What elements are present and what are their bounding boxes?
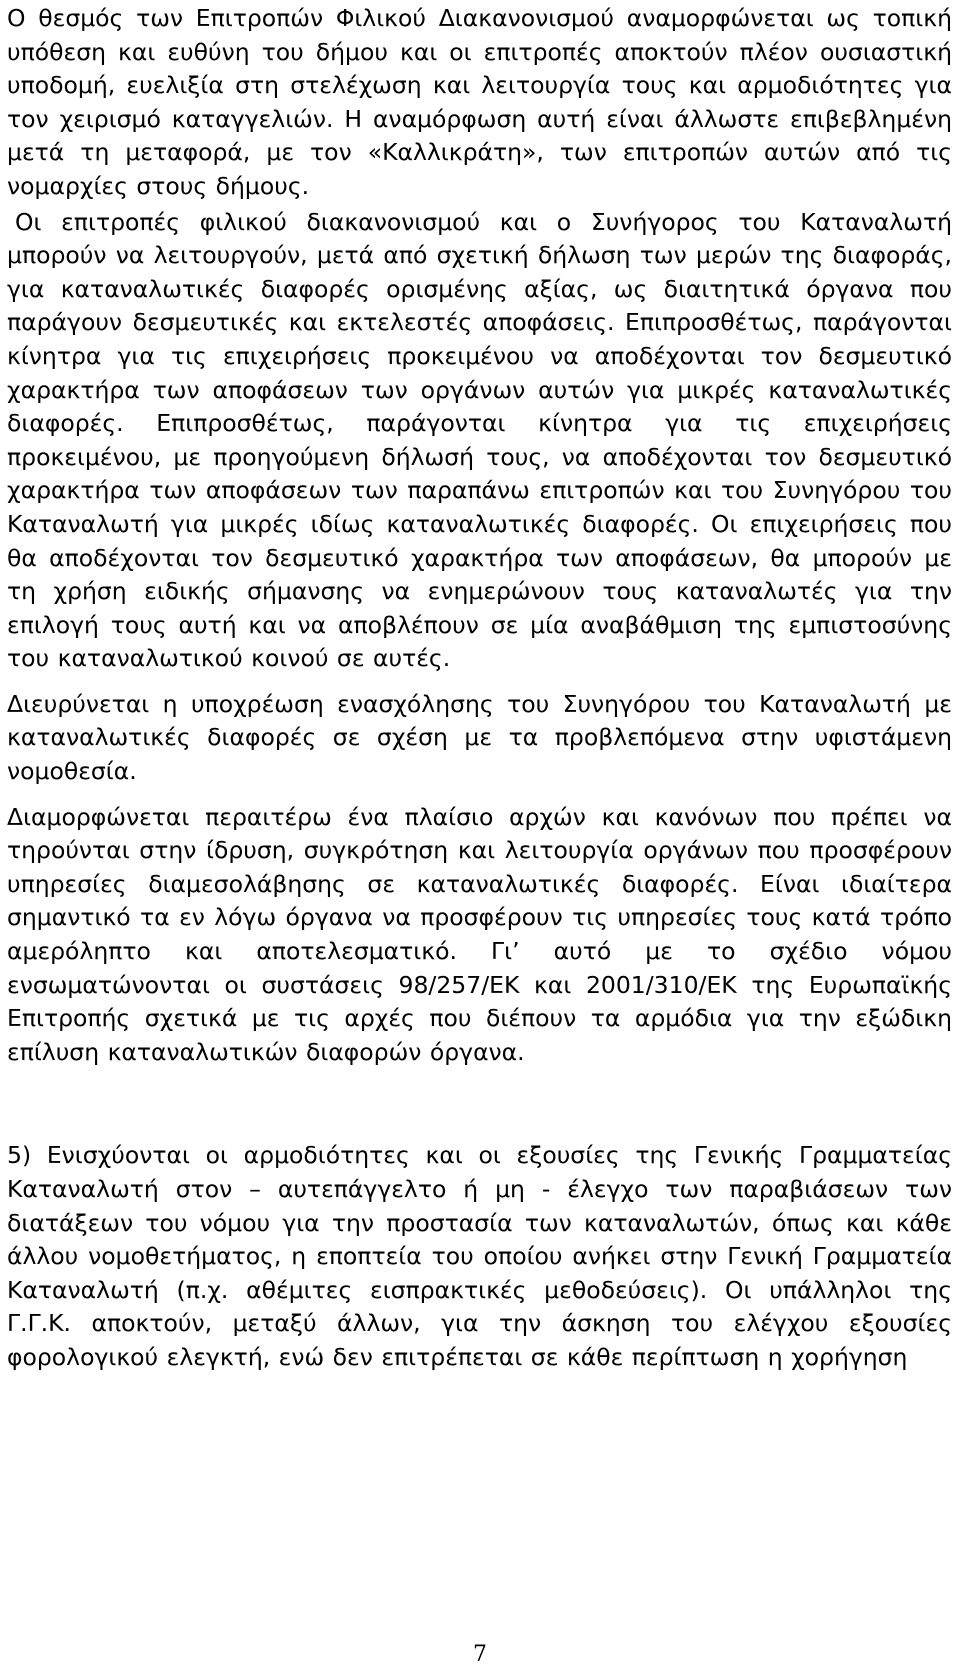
paragraph-mediation-framework: Διαμορφώνεται περαιτέρω ένα πλαίσιο αρχών και κανόνων που πρέπει να τηρούνται στην ίδρυση, συγκρότηση και λειτουργία οργάνων που προσφέρουν υπηρεσίες διαμεσολάβησης σε καταναλωτικές διαφορές. Είναι ιδιαίτερα σημαντικό τα εν λόγω όργανα να προσφέρουν τις υπηρεσίες τους κατά τρόπο αμερόληπτο και αποτελεσματικό. Γι’ αυτό με το σχέδιο νόμου ενσωματώνονται οι συστάσεις 98/257/ΕΚ και 2001/310/ΕΚ της Ευρωπαϊκής Επιτροπής σχετικά με τις αρχές που διέπουν τα αρμόδια για την εξώδικη επίλυση καταναλωτικών διαφορών όργανα.: [7, 802, 952, 1066]
document-page: [7, 2, 952, 1375]
paragraph-ombudsman: Διευρύνεται η υποχρέωση ενασχόλησης του Συνηγόρου του Καταναλωτή με καταναλωτικές διαφορές σε σχέση με τα προβλεπόμενα στην υφιστάμενη νομοθεσία.: [7, 689, 952, 786]
page-number: 7: [473, 1642, 487, 1667]
paragraph-epitropes-reform: Ο θεσμός των Επιτροπών Φιλικού Διακανονισμού αναμορφώνεται ως τοπική υπόθεση και ευθύνη του δήμου και οι επιτροπές αποκτούν πλέον ουσιαστική υποδομή, ευελιξία στη στελέχωση και λειτουργία τους και αρμοδιότητες για τον χειρισμό καταγγελιών. Η αναμόρφωση αυτή είναι άλλωστε επιβεβλημένη μετά τη μεταφορά, με τον «Καλλικράτη», των επιτροπών αυτών από τις νομαρχίες στους δήμους.: [7, 4, 952, 200]
section-gap: [7, 1069, 952, 1139]
paragraph-gap: [7, 676, 952, 688]
paragraph-arbitration: Οι επιτροπές φιλικού διακανονισμού και ο Συνήγορος του Καταναλωτή μπορούν να λειτουργούν, μετά από σχετική δήλωση των μερών της διαφοράς, για καταναλωτικές διαφορές ορισμένης αξίας, ως διαιτητικά όργανα που παράγουν δεσμευτικές και εκτελεστές αποφάσεις. Επιπροσθέτως, παράγονται κίνητρα για τις επιχειρήσεις προκειμένου να αποδέχονται τον δεσμευτικό χαρακτήρα των αποφάσεων των οργάνων αυτών για μικρές καταναλωτικές διαφορές. Επιπροσθέτως, παράγονται κίνητρα για τις επιχειρήσεις προκειμένου, με προηγούμενη δήλωσή τους, να αποδέχονται τον δεσμευτικό χαρακτήρα των αποφάσεων των παραπάνω επιτροπών και του Συνηγόρου του Καταναλωτή για μικρές ιδίως καταναλωτικές διαφορές. Οι επιχειρήσεις που θα αποδέχονται τον δεσμευτικό χαρακτήρα των αποφάσεων, θα μπορούν με τη χρήση ειδικής σήμανσης να ενημερώνουν τους καταναλωτές για την επιλογή τους αυτή και να αποβλέπουν σε μία αναβάθμιση της εμπιστοσύνης του καταναλωτικού κοινού σε αυτές.: [7, 207, 952, 673]
paragraph-gap: [7, 789, 952, 801]
paragraph-general-secretariat: 5) Ενισχύονται οι αρμοδιότητες και οι εξουσίες της Γενικής Γραμματείας Καταναλωτή στον – αυτεπάγγελτο ή μη - έλεγχο των παραβιάσεων των διατάξεων του νόμου για την προστασία των καταναλωτών, όπως και κάθε άλλου νομοθετήματος, η εποπτεία του οποίου ανήκει στην Γενική Γραμματεία Καταναλωτή (π.χ. αθέμιτες εισπρακτικές μεθοδεύσεις). Οι υπάλληλοι της Γ.Γ.Κ. αποκτούν, μεταξύ άλλων, για την άσκηση του ελέγχου εξουσίες φορολογικού ελεγκτή, ενώ δεν επιτρέπεται σε κάθε περίπτωση η χορήγηση: [7, 1141, 952, 1371]
